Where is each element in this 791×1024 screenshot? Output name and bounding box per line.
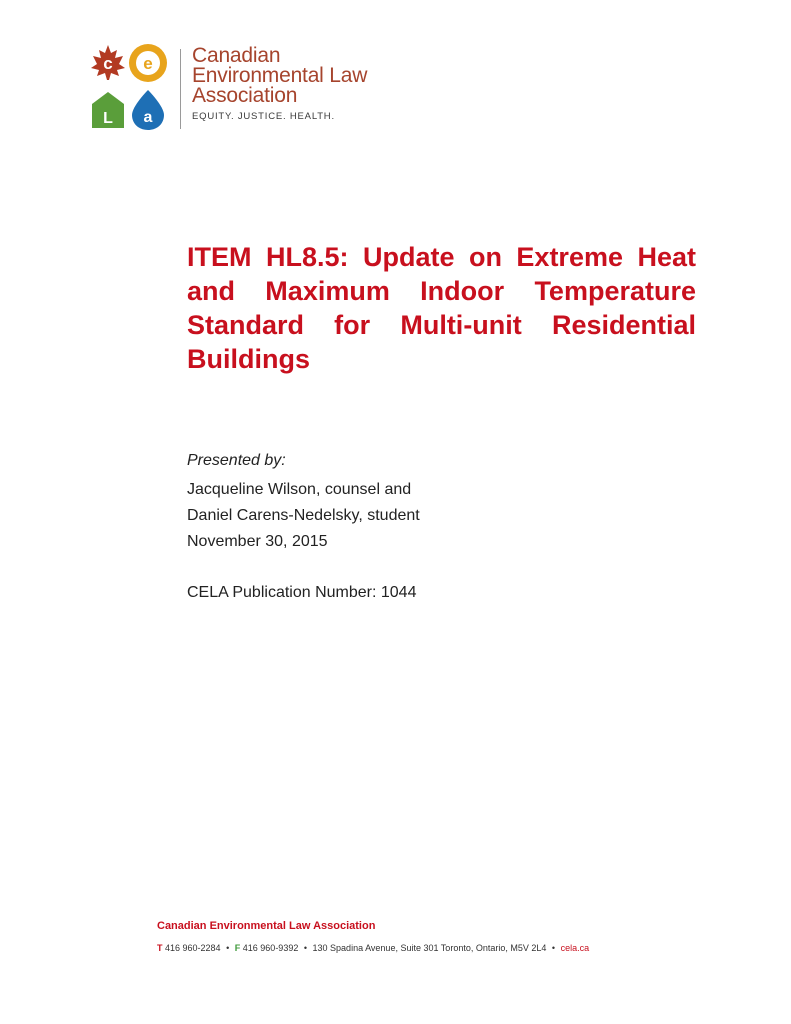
separator: • — [551, 943, 556, 953]
footer-contact-line — [157, 943, 757, 953]
house-icon — [92, 92, 124, 128]
svg-text:e: e — [143, 54, 153, 73]
title-block — [187, 240, 696, 376]
logo-org-line-3: Association — [192, 84, 298, 107]
logo-tagline: EQUITY. JUSTICE. HEALTH. — [192, 111, 335, 122]
logo-org-line-1: Canadian — [192, 44, 281, 67]
phone-number: 416 960-2284 — [165, 943, 221, 953]
street-address: 130 Spadina Avenue, Suite 301 Toronto, Ontario, M5V 2L4 — [312, 943, 547, 953]
logo-text — [192, 46, 367, 122]
presenter-block — [187, 452, 667, 610]
footer-org-name: Canadian Environmental Law Association — [157, 920, 376, 932]
svg-text:a: a — [143, 109, 153, 126]
separator: • — [226, 943, 230, 953]
maple-leaf-icon — [91, 45, 125, 80]
svg-text:c: c — [103, 54, 113, 73]
water-drop-icon — [132, 90, 164, 130]
svg-text:L: L — [103, 110, 113, 127]
presented-by-label: Presented by: — [187, 452, 286, 469]
presenter-line-2: Daniel Carens-Nedelsky, student — [187, 507, 420, 524]
publication-number: CELA Publication Number: 1044 — [187, 584, 417, 601]
footer — [157, 920, 757, 953]
sun-icon — [129, 44, 167, 82]
separator: • — [303, 943, 308, 953]
fax-number: 416 960-9392 — [242, 943, 299, 953]
cela-logo — [88, 42, 408, 137]
logo-divider — [180, 49, 181, 129]
fax-prefix: F — [234, 943, 241, 953]
cela-logo-icons — [88, 42, 172, 132]
website-link[interactable]: cela.ca — [560, 943, 590, 953]
document-title: ITEM HL8.5: Update on Extreme Heat and Maximum Indoor Temperature Standard for Multi-unit Residential Buildings — [187, 242, 696, 374]
presenter-line-1: Jacqueline Wilson, counsel and — [187, 481, 412, 498]
presentation-date: November 30, 2015 — [187, 533, 328, 550]
logo-org-line-2: Environmental Law — [192, 64, 368, 87]
phone-prefix: T — [157, 943, 163, 953]
